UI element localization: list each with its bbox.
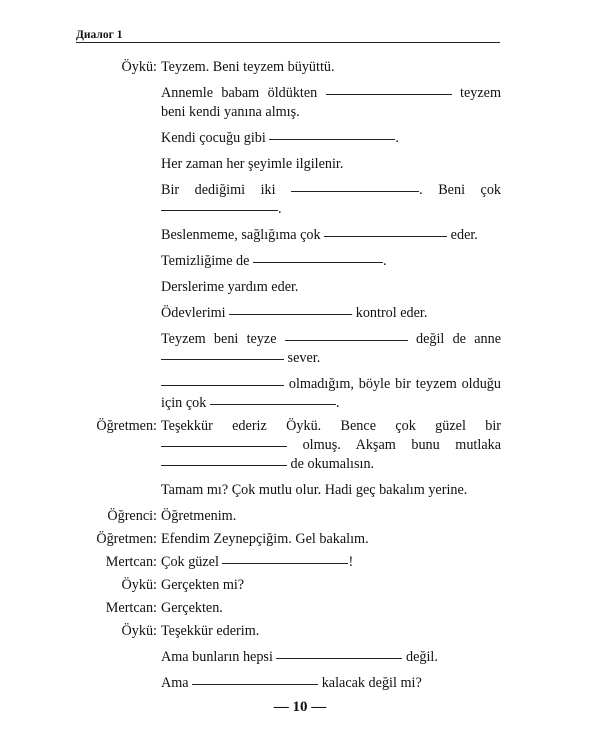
speaker-label: Öğrenci: bbox=[107, 508, 157, 524]
speaker-label: Öğretmen: bbox=[96, 418, 157, 434]
dialog-line bbox=[0, 648, 600, 667]
speech-text: Gerçekten. bbox=[161, 600, 223, 616]
fill-in-blank[interactable] bbox=[192, 684, 318, 685]
speech-text: Efendim Zeynepçiğim. Gel bakalım. bbox=[161, 531, 369, 547]
fill-in-blank[interactable] bbox=[324, 236, 447, 237]
dialog-line bbox=[0, 481, 600, 500]
speaker-label: Öykü: bbox=[121, 59, 157, 75]
speech-text: Temizliğime de . bbox=[161, 253, 387, 269]
dialog-line bbox=[0, 576, 600, 595]
speaker-label: Öykü: bbox=[121, 577, 157, 593]
fill-in-blank[interactable] bbox=[161, 210, 278, 211]
speech-text: Gerçekten mi? bbox=[161, 577, 245, 593]
dialog-line bbox=[0, 599, 600, 618]
speech-text: Tamam mı? Çok mutlu olur. Hadi geç bakalım yerine. bbox=[161, 482, 468, 498]
dialog-line bbox=[0, 252, 600, 271]
fill-in-blank[interactable] bbox=[253, 262, 383, 263]
dialog-line bbox=[0, 226, 600, 245]
dialog-line bbox=[0, 507, 600, 526]
dialog-line bbox=[0, 622, 600, 641]
speaker-label: Mertcan: bbox=[105, 554, 157, 570]
speech-text: Annemle babam öldükten teyzem beni kendi yanına almış. bbox=[161, 85, 501, 120]
dialog-line bbox=[0, 155, 600, 174]
speech-text: Ödevlerimi kontrol eder. bbox=[161, 305, 428, 321]
speaker-label: Öykü: bbox=[121, 623, 157, 639]
speech-text: Teyzem beni teyze değil de anne sever. bbox=[161, 331, 501, 366]
speech-text: Beslenmeme, sağlığıma çok eder. bbox=[161, 227, 478, 243]
dialog-line bbox=[0, 553, 600, 572]
fill-in-blank[interactable] bbox=[222, 563, 348, 564]
dialog-line bbox=[0, 58, 600, 77]
fill-in-blank[interactable] bbox=[269, 139, 395, 140]
fill-in-blank[interactable] bbox=[161, 446, 287, 447]
speech-text: Ama kalacak değil mi? bbox=[161, 675, 422, 691]
speech-text: olmadığım, böyle bir teyzem olduğu için çok . bbox=[161, 376, 501, 411]
dialog-line bbox=[0, 530, 600, 549]
speech-text: Kendi çocuğu gibi . bbox=[161, 130, 399, 146]
fill-in-blank[interactable] bbox=[161, 465, 287, 466]
speech-text: Teşekkür ederim. bbox=[161, 623, 260, 639]
speech-text: Bir dediğimi iki . Beni çok . bbox=[161, 182, 502, 217]
dialog-line bbox=[0, 129, 600, 148]
speech-text: Derslerime yardım eder. bbox=[161, 279, 299, 295]
fill-in-blank[interactable] bbox=[285, 340, 408, 341]
fill-in-blank[interactable] bbox=[210, 404, 336, 405]
dialog-line bbox=[0, 417, 600, 474]
header-rule bbox=[76, 42, 500, 43]
dialog-line bbox=[0, 304, 600, 323]
dialog-line bbox=[0, 674, 600, 693]
speech-text: Öğretmenim. bbox=[161, 508, 237, 524]
dialog-line bbox=[0, 375, 600, 413]
fill-in-blank[interactable] bbox=[276, 658, 402, 659]
speaker-label: Öğretmen: bbox=[96, 531, 157, 547]
fill-in-blank[interactable] bbox=[291, 191, 419, 192]
speech-text: Teyzem. Beni teyzem büyüttü. bbox=[161, 59, 335, 75]
speech-text: Her zaman her şeyimle ilgilenir. bbox=[161, 156, 344, 172]
fill-in-blank[interactable] bbox=[161, 359, 284, 360]
dialog-line bbox=[0, 278, 600, 297]
dialog-body bbox=[0, 58, 600, 693]
speaker-label: Mertcan: bbox=[105, 600, 157, 616]
speech-text: Ama bunların hepsi değil. bbox=[161, 649, 438, 665]
dialog-line bbox=[0, 330, 600, 368]
speech-text: Çok güzel ! bbox=[161, 554, 354, 570]
fill-in-blank[interactable] bbox=[326, 94, 452, 95]
dialog-title: Диалог 1 bbox=[76, 29, 123, 41]
page-number: — 10 — bbox=[273, 699, 327, 715]
dialog-line bbox=[0, 84, 600, 122]
fill-in-blank[interactable] bbox=[229, 314, 352, 315]
speech-text: Teşekkür ederiz Öykü. Bence çok güzel bir olmuş. Akşam bunu mutlaka de okumalısın. bbox=[161, 418, 502, 472]
fill-in-blank[interactable] bbox=[161, 385, 284, 386]
dialog-line bbox=[0, 181, 600, 219]
